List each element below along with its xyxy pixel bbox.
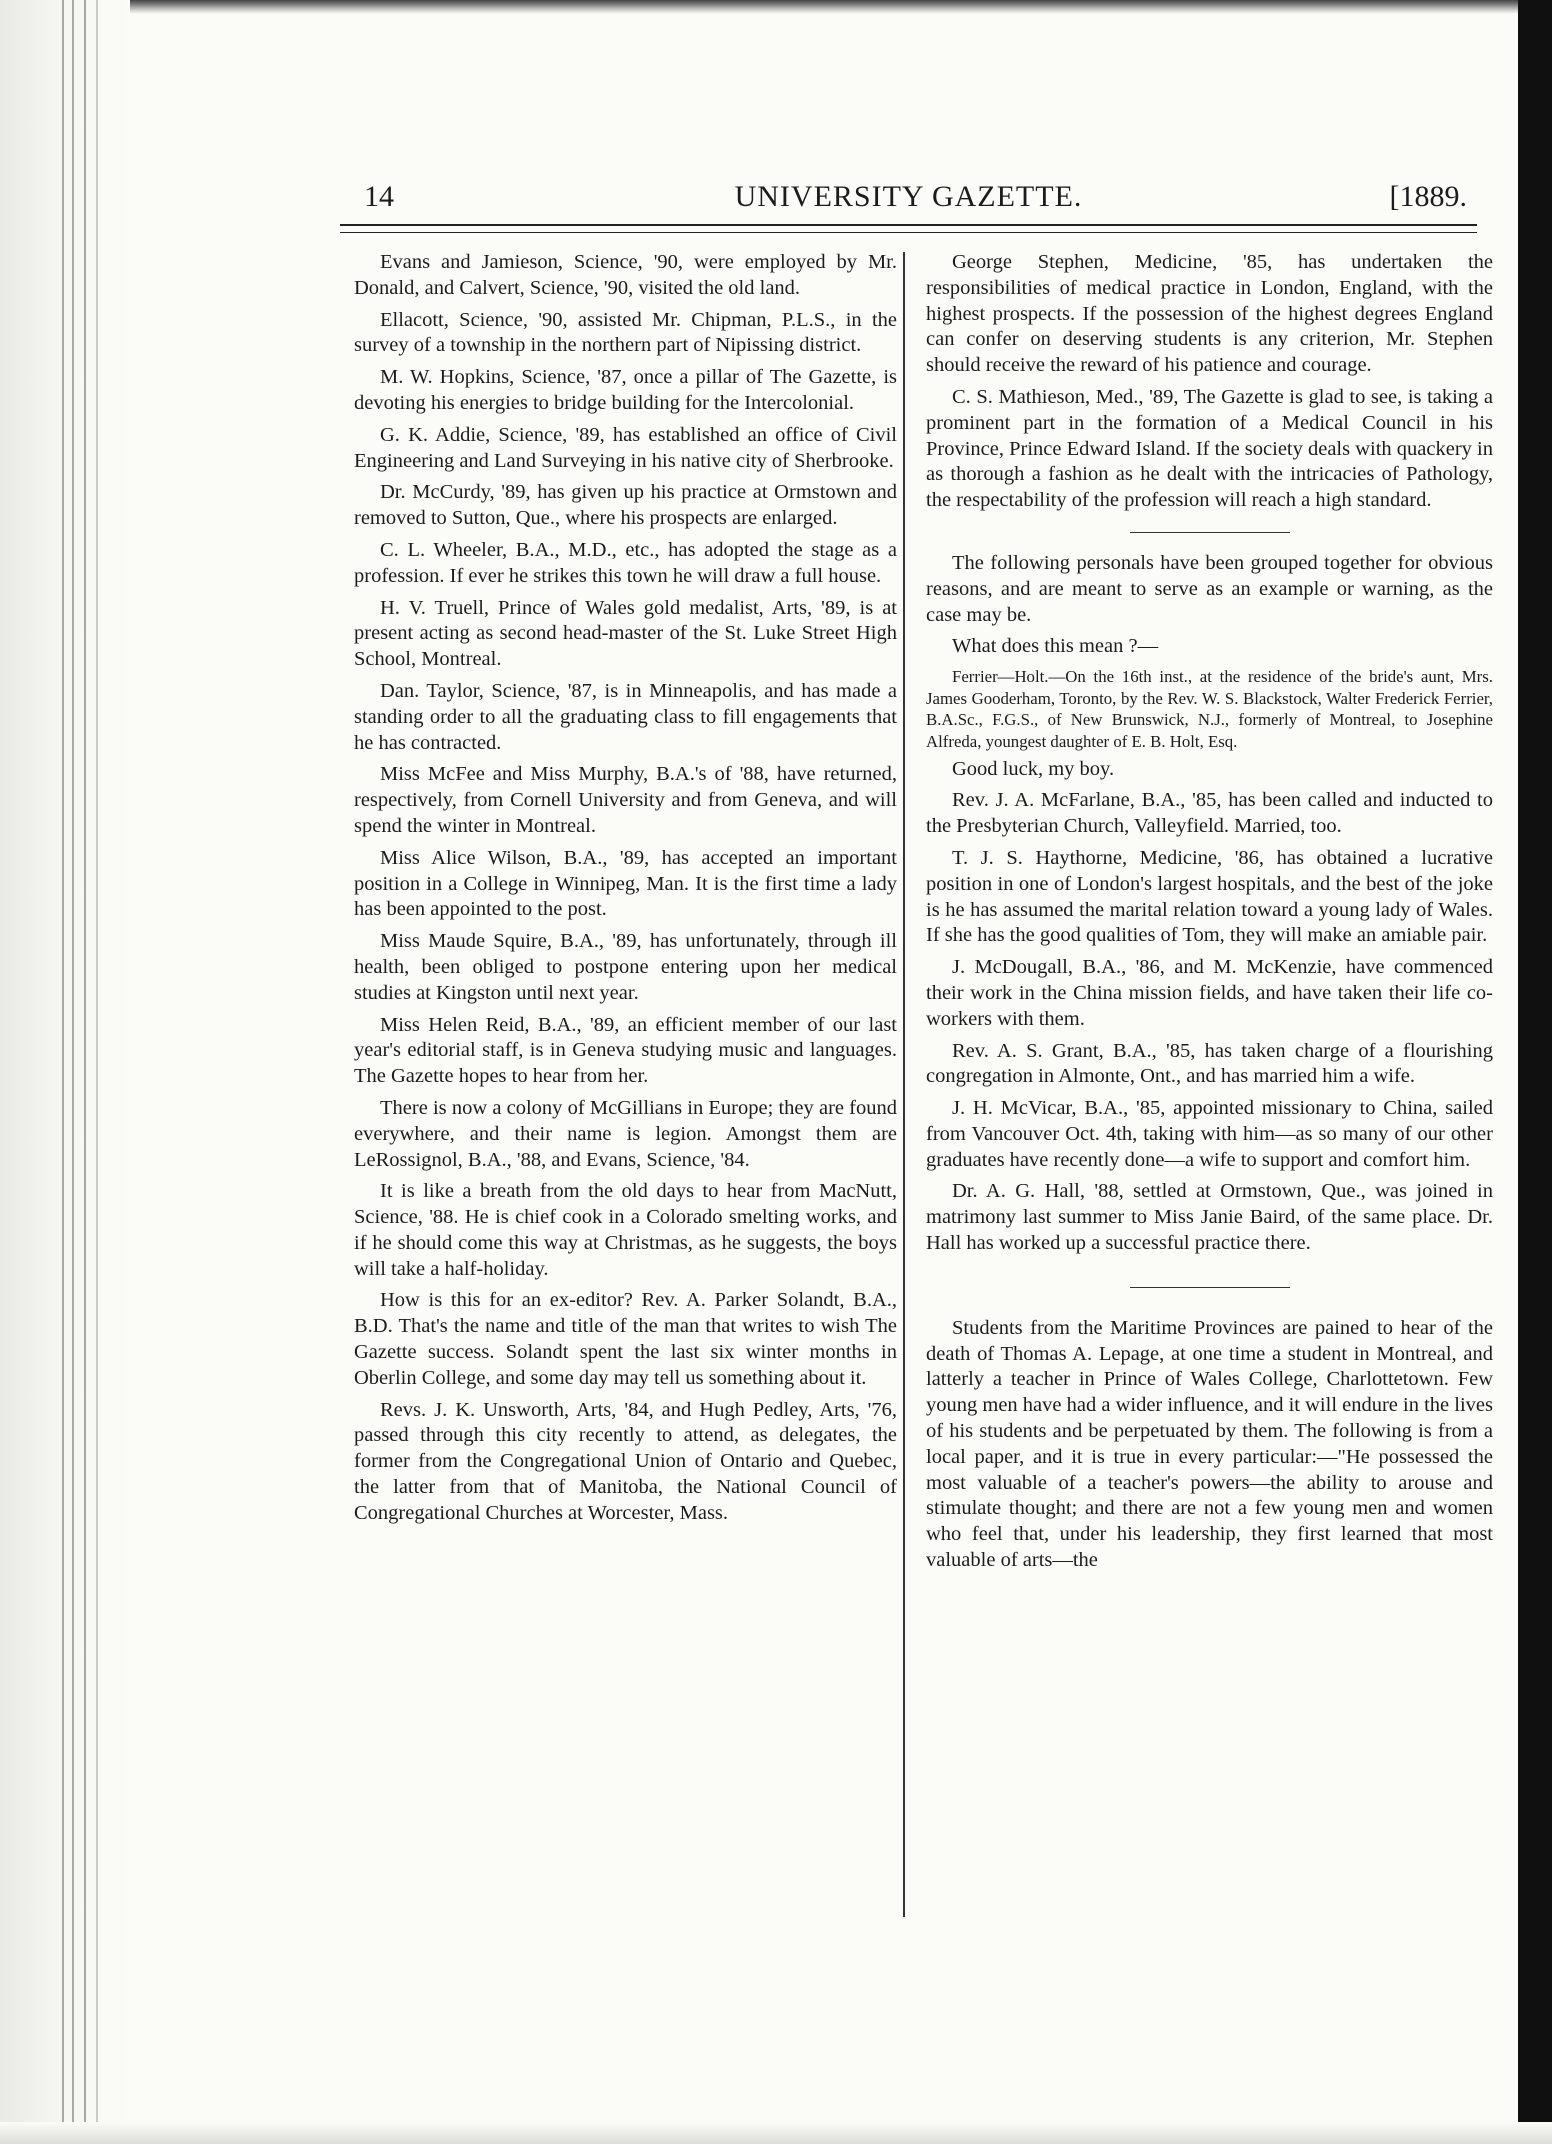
page-bottom-edge: [0, 2122, 1552, 2144]
question-line: What does this mean ?—: [952, 635, 1159, 658]
year-label: [1889.: [1389, 180, 1467, 213]
paragraph: Dr. A. G. Hall, '88, settled at Ormstown, Que., was joined in matrimony last summer to Miss Janie Baird, of the same place. Dr. Hall has worked up a successful practice there.: [926, 1180, 1493, 1255]
paragraph: C. S. Mathieson, Med., '89, The Gazette is glad to see, is taking a prominent part in the formation of a Medical Council in his Province, Prince Edward Island. If the society deals with quackery in as thorough a fashion as he dealt with the intricacies of Pathology, the respectability of the profession will reach a high standard.: [926, 385, 1493, 512]
page-edge-line: [62, 0, 64, 2144]
obituary-paragraph: Students from the Maritime Provinces are pained to hear of the death of Thomas A. Lepage, at one time a student in Montreal, and latterly a teacher in Prince of Wales College, Charlottetown. Few young men have had a wider influence, and it will endure in the lives of his students and be perpetuated by them. The following is from a local paper, and it is true in every particular:—"He possessed the most valuable of a teacher's powers—the ability to arouse and stimulate thought; and there are not a few young men and women who feel that, under his leadership, they first learned that most valuable of arts—the: [926, 1316, 1493, 1572]
scan-border-right: [1518, 0, 1552, 2144]
page-header: [340, 180, 1477, 230]
paragraph: Miss Helen Reid, B.A., '89, an efficient member of our last year's editorial staff, is in Geneva studying music and languages. The Gazette hopes to hear from her.: [354, 1013, 897, 1088]
paragraph: How is this for an ex-editor? Rev. A. Parker Solandt, B.A., B.D. That's the name and title of the man that writes to wish The Gazette success. Solandt spent the last six winter months in Oberlin College, and some day may tell us something about it.: [354, 1289, 897, 1389]
marriage-notice: Ferrier—Holt.—On the 16th inst., at the residence of the bride's aunt, Mrs. James Gooderham, Toronto, by the Rev. W. S. Blackstock, Walter Frederick Ferrier, B.A.Sc., F.G.S., of New Brunswick, N.J., formerly of Montreal, to Josephine Alfreda, youngest daughter of E. B. Holt, Esq.: [926, 667, 1493, 751]
paragraph: George Stephen, Medicine, '85, has undertaken the responsibilities of medical practice in London, England, with the highest prospects. If the possession of the highest degrees England can confer on deserving students is any criterion, Mr. Stephen should receive the reward of his patience and courage.: [926, 251, 1493, 377]
paragraph: Ellacott, Science, '90, assisted Mr. Chipman, P.L.S., in the survey of a township in the northern part of Nipissing district.: [354, 308, 897, 357]
header-rule-top: [340, 224, 1477, 226]
paragraph: Revs. J. K. Unsworth, Arts, '84, and Hugh Pedley, Arts, '76, passed through this city recently to attend, as delegates, the former from the Congregational Union of Ontario and Quebec, the latter from that of Manitoba, the National Council of Congregational Churches at Worcester, Mass.: [354, 1398, 897, 1524]
page-number: 14: [364, 180, 394, 213]
paragraph: Miss Alice Wilson, B.A., '89, has accepted an important position in a College in Winnipeg, Man. It is the first time a lady has been appointed to the post.: [354, 846, 897, 921]
paragraph: G. K. Addie, Science, '89, has established an office of Civil Engineering and Land Surveying in his native city of Sherbrooke.: [354, 423, 897, 472]
paragraph: Dan. Taylor, Science, '87, is in Minneapolis, and has made a standing order to all the graduating class to fill engagements that he has contracted.: [354, 679, 897, 754]
paragraph: It is like a breath from the old days to hear from MacNutt, Science, '88. He is chief cook in a Colorado smelting works, and if he should come this way at Christmas, as he suggests, the boys will take a half-holiday.: [354, 1180, 897, 1280]
page-left-margin: [0, 0, 130, 2144]
running-title: UNIVERSITY GAZETTE.: [734, 180, 1083, 213]
section-separator: [1130, 532, 1290, 533]
page-edge-line: [72, 0, 74, 2144]
paragraph: Rev. A. S. Grant, B.A., '85, has taken charge of a flourishing congregation in Almonte, Ont., and has married him a wife.: [926, 1039, 1493, 1088]
header-rule-bottom: [340, 232, 1477, 233]
page-top-edge: [0, 0, 1552, 14]
left-column: [354, 250, 897, 1533]
paragraph: H. V. Truell, Prince of Wales gold medalist, Arts, '89, is at present acting as second head-master of the St. Luke Street High School, Montreal.: [354, 596, 897, 671]
paragraph: J. McDougall, B.A., '86, and M. McKenzie, have commenced their work in the China mission fields, and have taken their life co-workers with them.: [926, 956, 1493, 1030]
paragraph: J. H. McVicar, B.A., '85, appointed missionary to China, sailed from Vancouver Oct. 4th, taking with him—as so many of our other graduates have recently done—a wife to support and comfort him.: [926, 1097, 1493, 1171]
paragraph: Miss Maude Squire, B.A., '89, has unfortunately, through ill health, been obliged to postpone entering upon her medical studies at Kingston until next year.: [354, 930, 897, 1004]
paragraph: Miss McFee and Miss Murphy, B.A.'s of '88, have returned, respectively, from Cornell University and from Geneva, and will spend the winter in Montreal.: [354, 763, 897, 837]
intro-paragraph: The following personals have been grouped together for obvious reasons, and are meant to serve as an example or warning, as the case may be.: [926, 551, 1493, 626]
section-separator: [1130, 1287, 1290, 1288]
right-column: [926, 250, 1493, 1580]
column-divider: [903, 252, 905, 1917]
page-edge-line: [84, 0, 86, 2144]
paragraph: There is now a colony of McGillians in Europe; they are found everywhere, and their name is legion. Amongst them are LeRossignol, B.A., '88, and Evans, Science, '84.: [354, 1096, 897, 1171]
page-edge-line: [96, 0, 98, 2144]
paragraph: M. W. Hopkins, Science, '87, once a pillar of The Gazette, is devoting his energies to bridge building for the Intercolonial.: [354, 366, 897, 414]
paragraph: T. J. S. Haythorne, Medicine, '86, has obtained a lucrative position in one of London's largest hospitals, and the best of the joke is he has assumed the marital relation toward a young lady of Wales. If she has the good qualities of Tom, they will make an amiable pair.: [926, 846, 1493, 947]
paragraph: Dr. McCurdy, '89, has given up his practice at Ormstown and removed to Sutton, Que., where his prospects are enlarged.: [354, 481, 897, 530]
paragraph: Evans and Jamieson, Science, '90, were employed by Mr. Donald, and Calvert, Science, '90, visited the old land.: [354, 251, 897, 299]
paragraph: Rev. J. A. McFarlane, B.A., '85, has been called and inducted to the Presbyterian Church, Valleyfield. Married, too.: [926, 789, 1493, 838]
paragraph: C. L. Wheeler, B.A., M.D., etc., has adopted the stage as a profession. If ever he strikes this town he will draw a full house.: [354, 538, 897, 587]
good-luck-line: Good luck, my boy.: [952, 757, 1115, 780]
